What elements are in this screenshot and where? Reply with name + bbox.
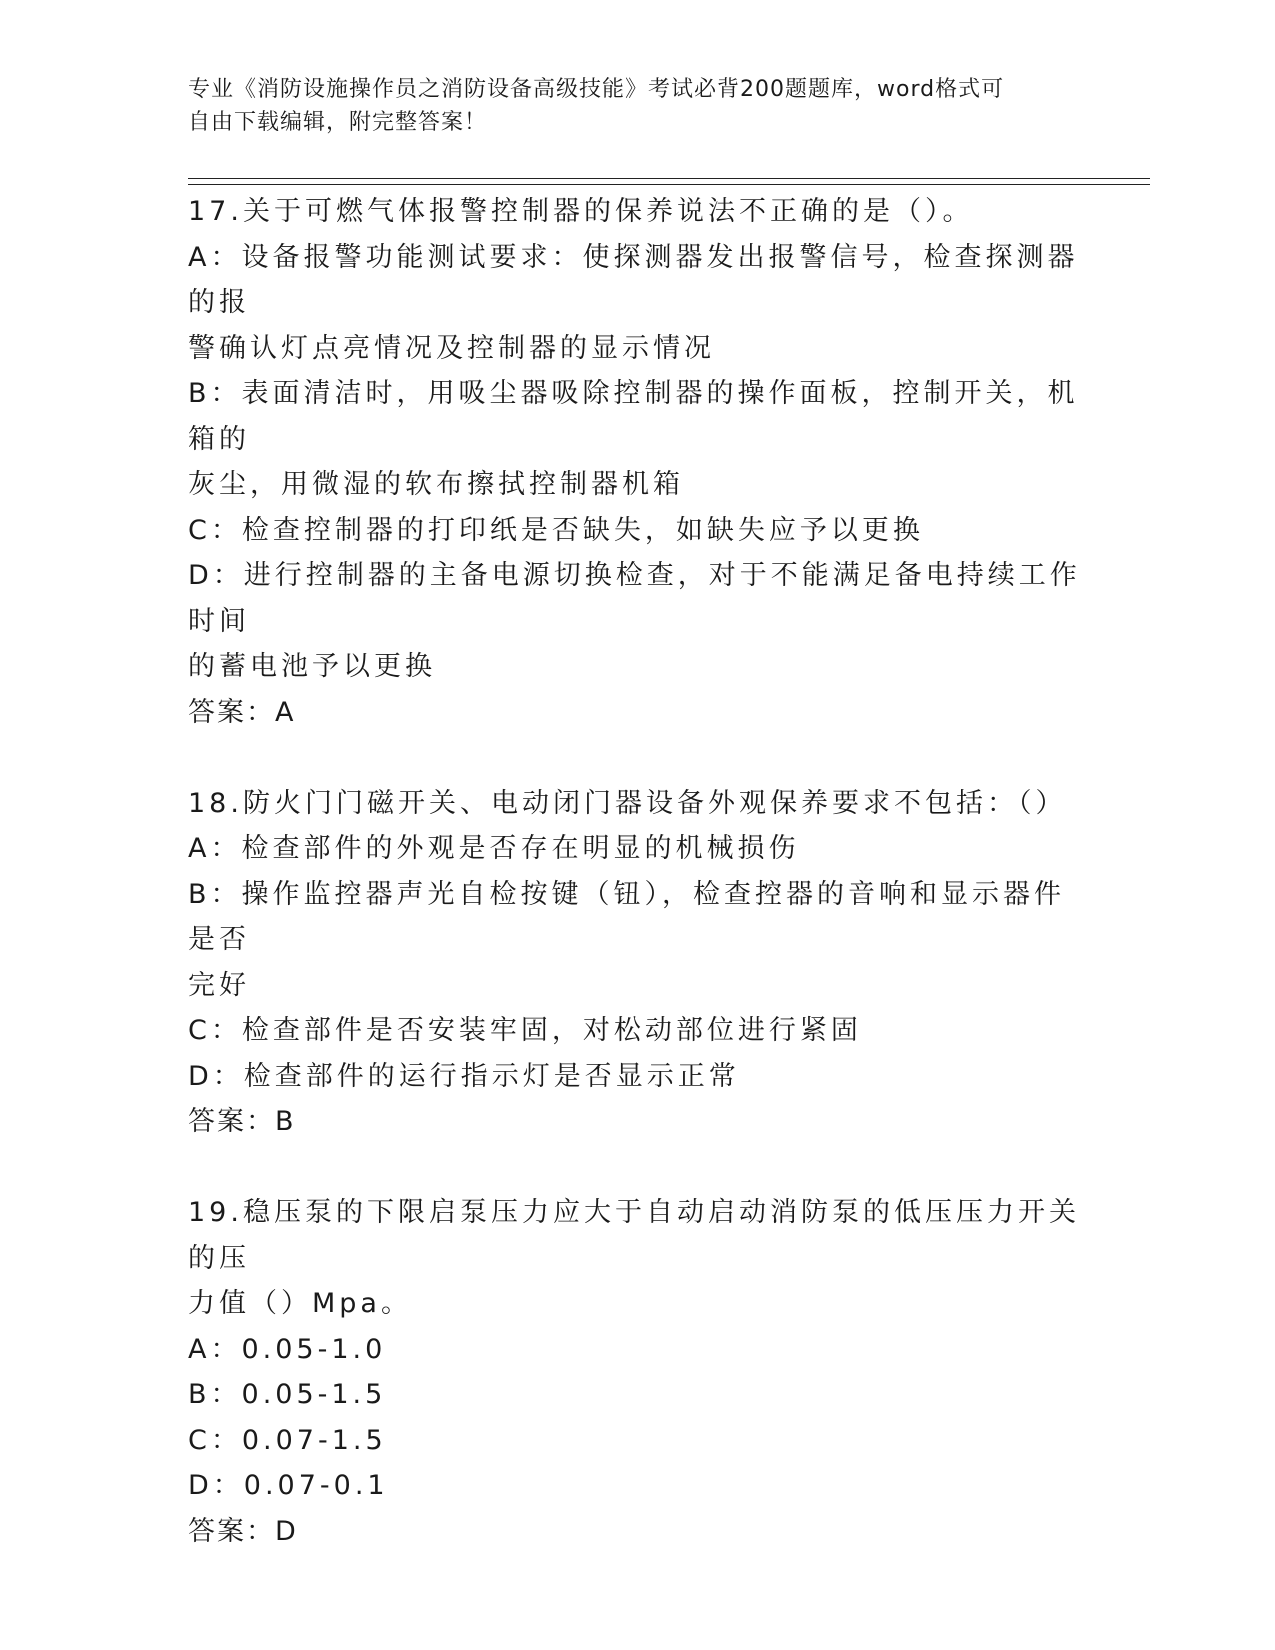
option-b: B：0.05-1.5 <box>188 1379 387 1410</box>
option-c: C：0.07-1.5 <box>188 1424 387 1456</box>
question-17 <box>188 189 1088 735</box>
answer: 答案：D <box>188 1515 298 1547</box>
question-19 <box>188 1190 1088 1554</box>
question-stem: 18.防火门门磁开关、电动闭门器设备外观保养要求不包括：（） <box>188 787 1067 819</box>
option-a: A：0.05-1.0 <box>188 1333 387 1365</box>
header-divider-top <box>188 178 1150 179</box>
option-d: D：检查部件的运行指示灯是否显示正常 <box>188 1060 740 1092</box>
option-d-continued: 的蓄电池予以更换 <box>188 651 436 682</box>
option-a: A：检查部件的外观是否存在明显的机械损伤 <box>188 833 800 864</box>
document-header <box>188 73 1068 139</box>
answer: 答案：B <box>188 1106 296 1137</box>
question-stem-continued: 力值（）Mpa。 <box>188 1288 412 1319</box>
question-stem: 19.稳压泵的下限启泵压力应大于自动启动消防泵的低压压力开关的压 <box>188 1197 1080 1274</box>
option-d: D：进行控制器的主备电源切换检查，对于不能满足备电持续工作时间 <box>188 560 1081 637</box>
option-a-continued: 警确认灯点亮情况及控制器的显示情况 <box>188 332 715 364</box>
option-c: C：检查控制器的打印纸是否缺失，如缺失应予以更换 <box>188 514 924 546</box>
question-stem: 17.关于可燃气体报警控制器的保养说法不正确的是（）。 <box>188 196 974 227</box>
option-c: C：检查部件是否安装牢固，对松动部位进行紧固 <box>188 1015 862 1046</box>
header-line-2: 自由下载编辑，附完整答案！ <box>188 110 488 135</box>
option-b-continued: 灰尘，用微湿的软布擦拭控制器机箱 <box>188 469 684 500</box>
option-b: B：表面清洁时，用吸尘器吸除控制器的操作面板，控制开关，机箱的 <box>188 378 1079 455</box>
option-d: D：0.07-0.1 <box>188 1470 389 1501</box>
option-b-continued: 完好 <box>188 969 250 1001</box>
header-divider-bottom <box>188 184 1150 185</box>
header-line-1: 专业《消防设施操作员之消防设备高级技能》考试必背200题题库，word格式可 <box>188 77 1005 102</box>
question-18 <box>188 781 1088 1145</box>
answer: 答案：A <box>188 696 296 728</box>
option-a: A：设备报警功能测试要求：使探测器发出报警信号，检查探测器的报 <box>188 241 1079 318</box>
option-b: B：操作监控器声光自检按键（钮），检查控器的音响和显示器件是否 <box>188 878 1066 955</box>
question-list <box>188 189 1088 1554</box>
